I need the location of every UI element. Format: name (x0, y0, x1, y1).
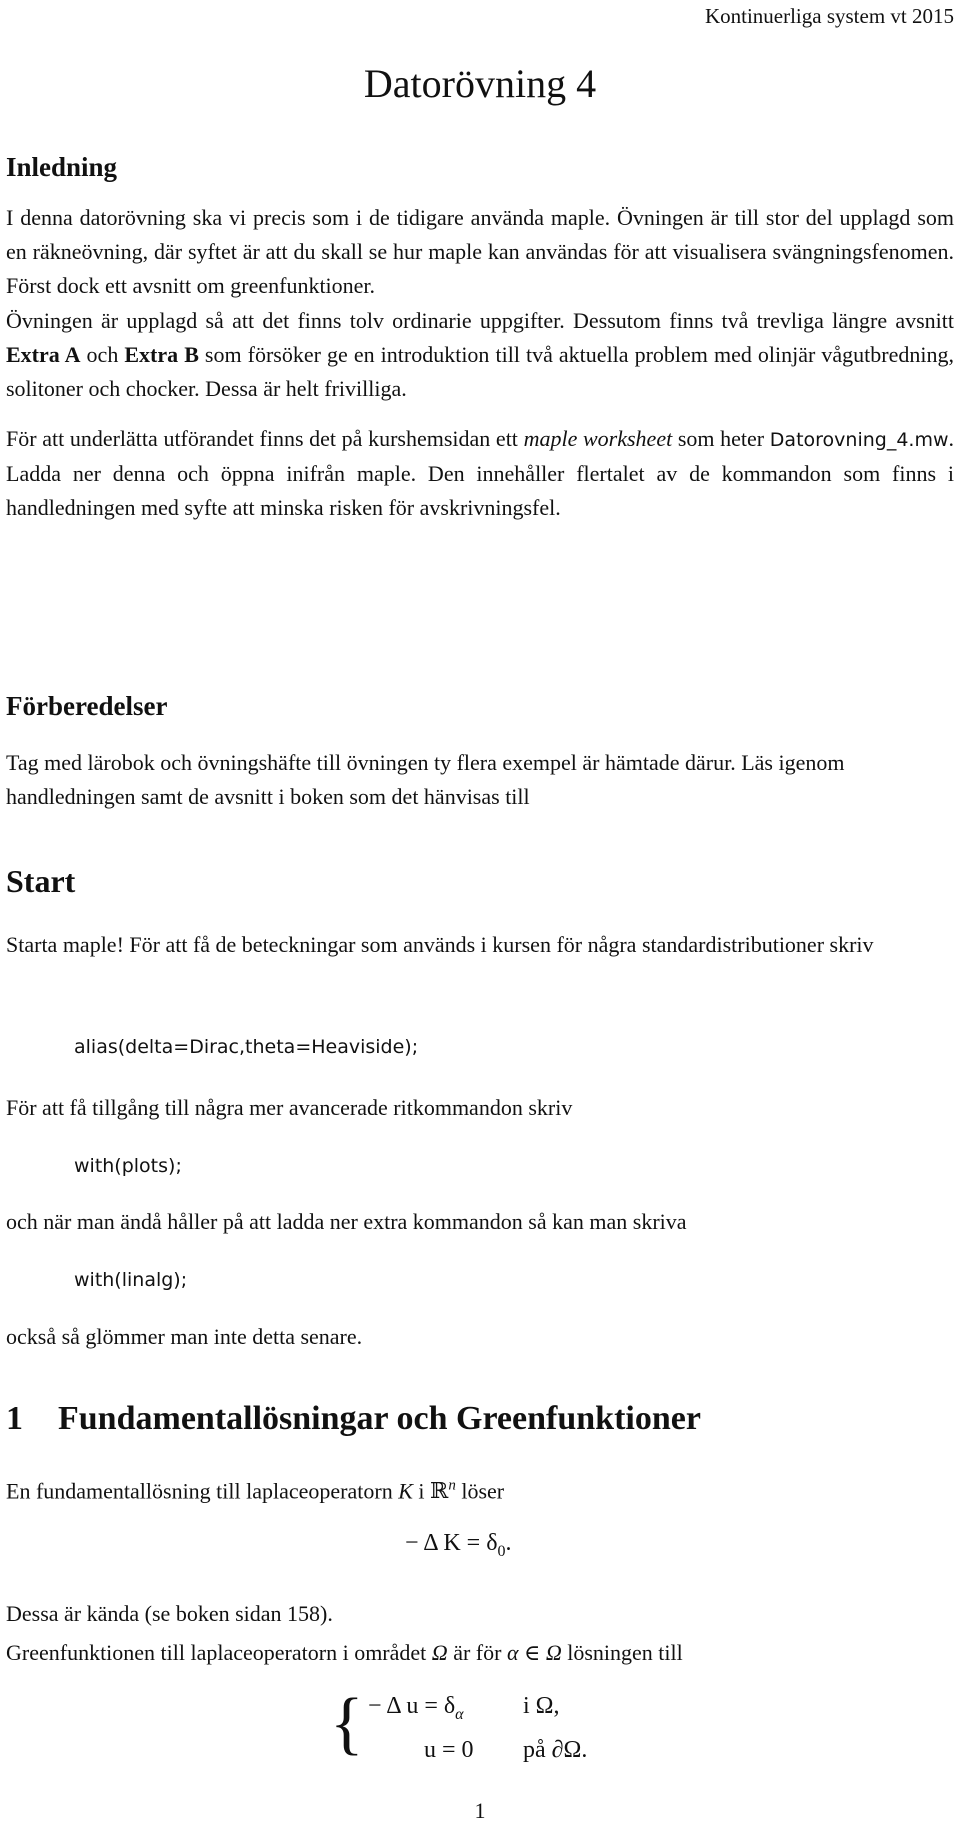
system-row-2-lhs: u = 0 (424, 1737, 474, 1763)
math-alpha: α (506, 1640, 519, 1665)
worksheet-emphasis: maple worksheet (523, 426, 673, 451)
paragraph-intro: I denna datorövning ska vi precis som i de tidigare använda maple. Övningen är till stor del upplagd som en räkneövning, där syftet är att du skall se hur maple kan användas för att visualisera svängningsfenomen. Först dock ett avsnitt om greenfunktioner. (6, 205, 954, 298)
math-in: ∈ (518, 1640, 546, 1665)
math-omega-2: Ω (545, 1640, 562, 1665)
paragraph-remember: också så glömmer man inte detta senare. (6, 1324, 363, 1349)
green-text-b: är för (447, 1640, 507, 1665)
worksheet-text-b: som heter (672, 426, 770, 451)
eq1-body: − Δ K = δ (405, 1530, 498, 1556)
eq1-period: . (505, 1530, 512, 1556)
system-row-2-rhs: på ∂Ω. (523, 1737, 588, 1763)
worksheet-text-a: För att underlätta utförandet finns det på kurshemsidan ett (6, 426, 524, 451)
heading-forberedelser: Förberedelser (6, 691, 168, 721)
paragraph-plots: För att få tillgång till några mer avancerade ritkommandon skriv (6, 1095, 573, 1120)
fundamental-text-b: löser (455, 1478, 505, 1504)
course-header: Kontinuerliga system vt 2015 (704, 4, 954, 28)
equation-laplace-fundamental (405, 1530, 512, 1561)
heading-start: Start (6, 863, 76, 899)
green-text-a: Greenfunktionen till laplaceoperatorn i området (6, 1640, 432, 1665)
extra-a-label: Extra A (6, 342, 81, 367)
math-omega: Ω (431, 1640, 448, 1665)
heading-section-1 (6, 1400, 701, 1438)
paragraph-linalg: och när man ändå håller på att ladda ner extra kommandon så kan man skriva (6, 1209, 687, 1234)
math-R: ℝ (430, 1478, 449, 1504)
eq1-subscript: 0 (497, 1542, 506, 1560)
document-title: Datorövning 4 (363, 61, 597, 106)
overview-text-c: som försöker ge en introduktion till två aktuella problem med olinjär vågutbredning, solitoner och chocker. Dessa är helt frivilliga. (6, 342, 954, 401)
fundamental-text-i: i (412, 1478, 431, 1504)
code-with-linalg: with(linalg); (74, 1269, 188, 1291)
system-row-1-rhs: i Ω, (523, 1693, 560, 1719)
worksheet-text-c: . Ladda ner denna och öppna inifrån maple. Den innehåller flertalet av de kommandon som finns i handledningen med syfte att minska risken för avskrivningsfel. (6, 426, 955, 520)
heading-inledning: Inledning (6, 152, 118, 182)
green-text-c: lösningen till (561, 1640, 683, 1665)
worksheet-filename: Datorovning_4.mw (769, 429, 949, 451)
paragraph-worksheet (6, 422, 954, 525)
paragraph-overview (6, 304, 954, 406)
math-Rn (430, 1478, 456, 1503)
system-brace: { (330, 1685, 364, 1762)
row1-subscript: α (455, 1705, 464, 1723)
fundamental-text-a: En fundamentallösning till laplaceoperatorn (6, 1478, 399, 1504)
row1-lhs-body: − Δ u = δ (368, 1693, 456, 1719)
overview-text-b: och (80, 342, 125, 367)
paragraph-green (6, 1636, 683, 1670)
math-n: n (448, 1478, 456, 1494)
overview-text-a: Övningen är upplagd så att det finns tolv ordinarie uppgifter. Dessutom finns två trevliga längre avsnitt (6, 308, 954, 333)
system-row-1-lhs (368, 1693, 464, 1724)
paragraph-start: Starta maple! För att få de beteckningar som används i kursen för några standardistributioner skriv (6, 932, 874, 957)
paragraph-fundamental (6, 1469, 504, 1508)
code-alias: alias(delta=Dirac,theta=Heaviside); (74, 1036, 419, 1058)
extra-b-label: Extra B (124, 342, 199, 367)
math-K: K (398, 1478, 413, 1504)
section-title: Fundamentallösningar och Greenfunktioner (58, 1400, 701, 1437)
paragraph-preparation: Tag med lärobok och övningshäfte till övningen ty flera exempel är hämtade därur. Läs igenom handledningen samt de avsnitt i boken som det hänvisas till (6, 750, 845, 809)
section-number: 1 (6, 1400, 23, 1437)
code-with-plots: with(plots); (74, 1155, 182, 1177)
page-number: 1 (474, 1798, 486, 1823)
paragraph-known: Dessa är kända (se boken sidan 158). (6, 1601, 333, 1626)
